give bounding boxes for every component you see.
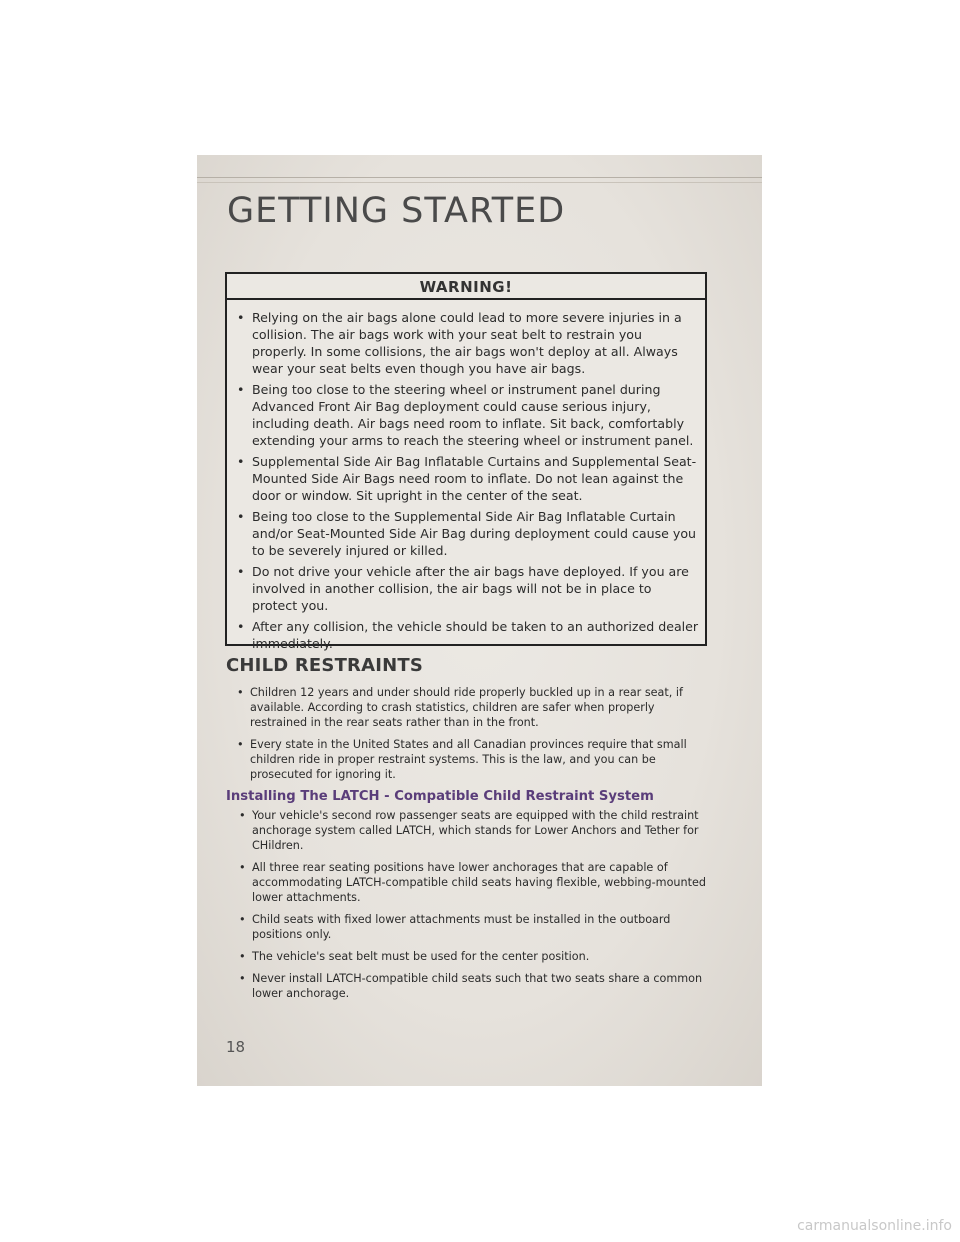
child-restraints-list [237, 685, 707, 789]
latch-heading: Installing The LATCH - Compatible Child Restraint System [226, 789, 654, 804]
warning-item: • Being too close to the steering wheel or instrument panel during Advanced Front Air Bag deployment could cause serious injury, including death. Air bags need room to inflate. Sit back, comfortably extending your arms to reach the steering wheel or instrument panel. [235, 381, 699, 449]
header-rule [197, 177, 762, 178]
manual-page [197, 155, 762, 1086]
list-item: • Child seats with fixed lower attachments must be installed in the outboard positions only. [239, 912, 707, 942]
list-item: • Never install LATCH-compatible child seats such that two seats share a common lower anchorage. [239, 971, 707, 1001]
list-item: • Every state in the United States and all Canadian provinces require that small children ride in proper restraint systems. This is the law, and you can be prosecuted for ignoring it. [237, 737, 707, 782]
warning-box [225, 272, 707, 651]
section-header: GETTING STARTED [227, 191, 566, 231]
warning-item: • Relying on the air bags alone could lead to more severe injuries in a collision. The air bags work with your seat belt to restrain you properly. In some collisions, the air bags won't deploy at all. Always wear your seat belts even though you have air bags. [235, 309, 699, 377]
warning-item: • Supplemental Side Air Bag Inflatable Curtains and Supplemental Seat-Mounted Side Air Bags need room to inflate. Do not lean against the door or window. Sit upright in the center of the seat. [235, 453, 699, 504]
list-item: • Your vehicle's second row passenger seats are equipped with the child restraint anchorage system called LATCH, which stands for Lower Anchors and Tether for CHildren. [239, 808, 707, 853]
warning-item: • Do not drive your vehicle after the air bags have deployed. If you are involved in another collision, the air bags will not be in place to protect you. [235, 563, 699, 614]
child-restraints-heading: CHILD RESTRAINTS [226, 655, 424, 676]
warning-list [227, 300, 705, 652]
header-rule-secondary [197, 182, 762, 183]
warning-title: WARNING! [227, 274, 705, 300]
watermark: carmanualsonline.info [797, 1218, 952, 1234]
list-item: • All three rear seating positions have lower anchorages that are capable of accommodating LATCH-compatible child seats having flexible, webbing-mounted lower attachments. [239, 860, 707, 905]
warning-item: • After any collision, the vehicle should be taken to an authorized dealer immediately. [235, 618, 699, 652]
list-item: • Children 12 years and under should ride properly buckled up in a rear seat, if available. According to crash statistics, children are safer when properly restrained in the rear seats rather than in the front. [237, 685, 707, 730]
warning-item: • Being too close to the Supplemental Side Air Bag Inflatable Curtain and/or Seat-Mounted Side Air Bag during deployment could cause you to be severely injured or killed. [235, 508, 699, 559]
latch-list [239, 808, 707, 1008]
list-item: • The vehicle's seat belt must be used for the center position. [239, 949, 707, 964]
page-number: 18 [226, 1038, 246, 1056]
